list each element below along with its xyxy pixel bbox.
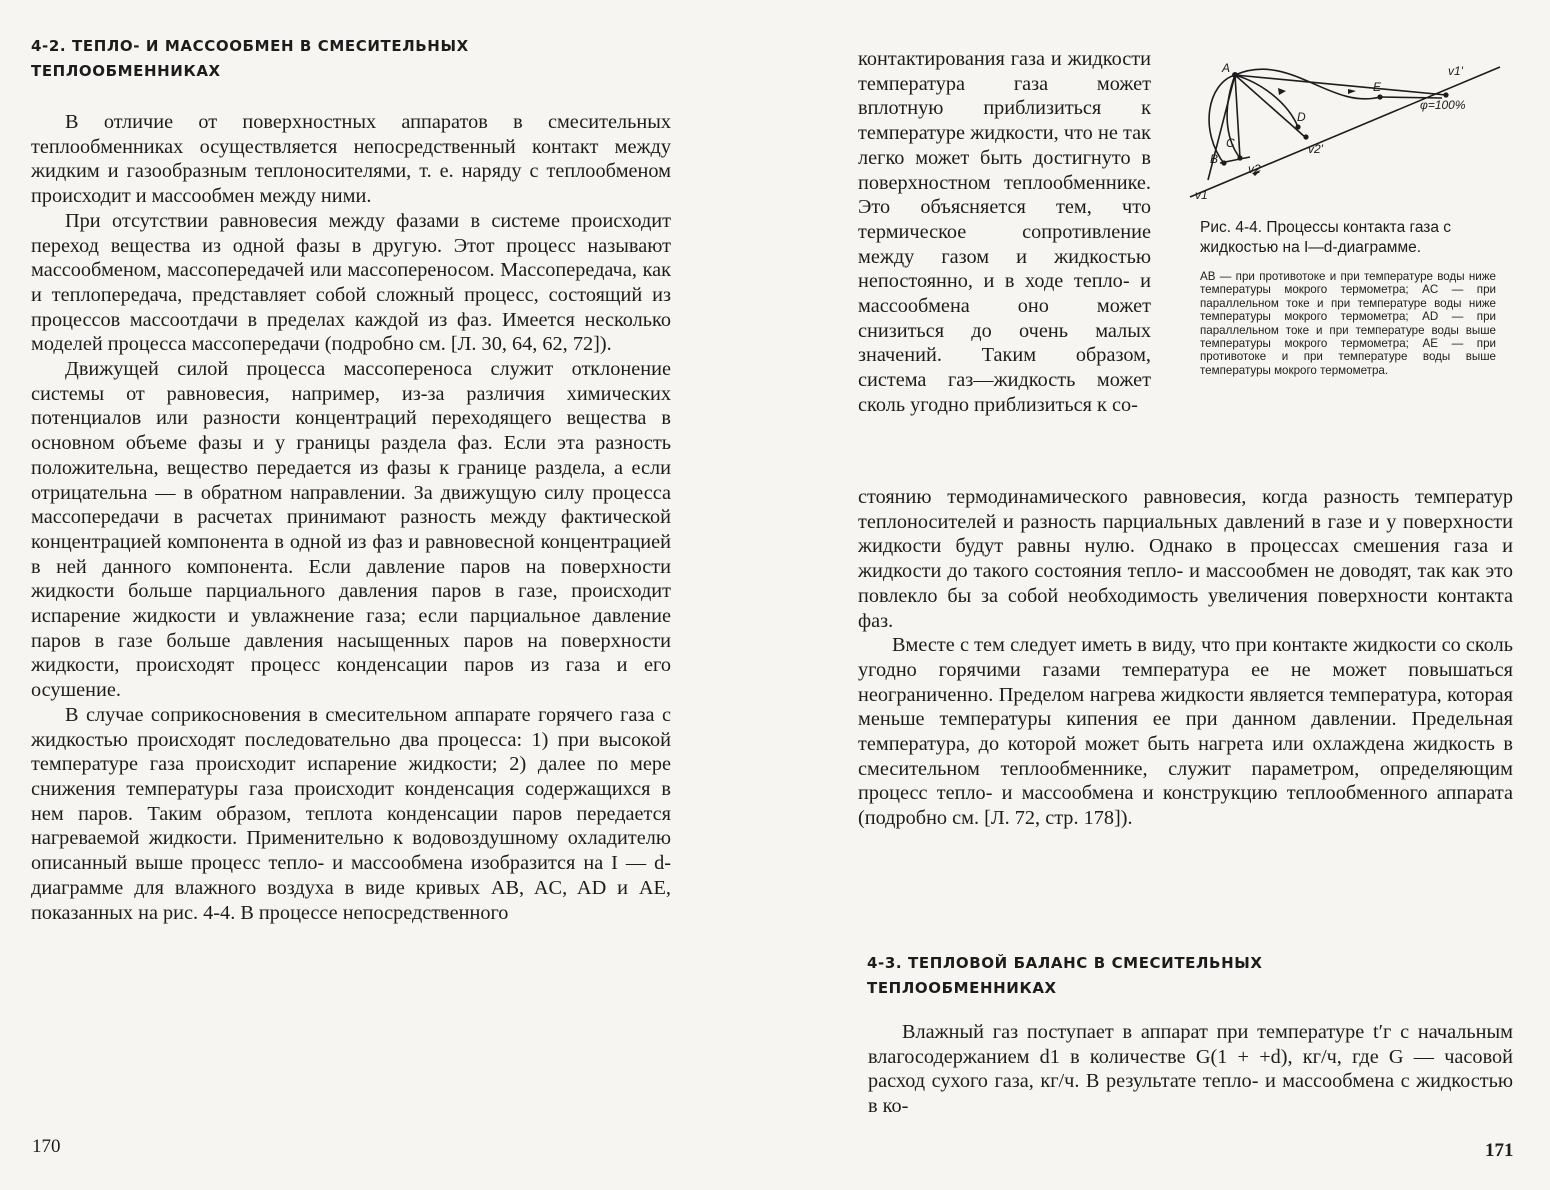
heading-line: ТЕПЛООБМЕННИКАХ (31, 62, 221, 80)
label-phi: φ=100% (1420, 98, 1466, 112)
label-D: D (1297, 110, 1306, 124)
heading-line: ТЕПЛООБМЕННИКАХ (867, 979, 1057, 997)
heading-line: 4-3. ТЕПЛОВОЙ БАЛАНС В СМЕСИТЕЛЬНЫХ (867, 954, 1263, 972)
paragraph: В отличие от поверхностных аппаратов в смесительных теплообменниках осуществляется непосредственный контакт между жидким и газообразным теплоносителями, т. е. наряду с теплообменом происходит и массообмен между ними. (31, 111, 671, 208)
arrow-head (1278, 88, 1286, 95)
paragraph: Движущей силой процесса массопереноса служит отклонение системы от равновесия, например, из-за различия химических потенциалов или разности концентраций переходящего вещества в основном объеме фазы и у границы раздела фаз. Если эта разность положительна, вещество передается из фазы к границе раздела, а если отрицательна — в обратном направлении. За движущую силу процесса массопередачи в расчетах принимают разность между фактической концентрацией компонента в одной из фаз и равновесной концентрацией в ней данного компонента. Если давление паров на поверхности жидкости больше парциального давления паров в газе, происходит испарение жидкости и увлажнение газа; если парциальное давление паров в газе больше давления насыщенных паров на поверхности жидкости, происходят процесс конденсации паров из газа и его осушение. (31, 358, 671, 702)
label-v1-prime: v1' (1448, 64, 1463, 78)
label-C: C (1226, 136, 1235, 150)
label-A: A (1222, 61, 1231, 75)
paragraph: контактирования газа и жидкости температура газа может вплотную приблизиться к температуре жидкости, что не так легко может быть достигнуто в поверхностном теплообменнике. Это объясняется тем, что термическое сопротивление между газом и жидкостью непостоянно, и в ходе тепло- и массообмена оно может снизиться до очень малых значений. Таким образом, система газ—жидкость может сколь угодно приблизиться к со- (858, 48, 1151, 416)
point-v1-prime (1443, 92, 1448, 97)
paragraph: стоянию термодинамического равновесия, когда разность температур теплоносителей и разность парциальных давлений в газе и у поверхности жидкости будут равны нулю. Однако в процессах смешения газа и жидкости до такого состояния тепло- и массообмен не доводят, так как это повлекло бы за собой необходимость увеличения поверхности контакта фаз. (858, 486, 1513, 632)
caption-body: AB — при противотоке и при температуре воды ниже температуры мокрого термометра; AC — при параллельном токе и при температуре воды ниже температуры мокрого термометра; AD — при параллельном токе и при температуре воды выше температуры мокрого термометра; AE — при противотоке и при температуре воды выше температуры мокрого термометра. (1200, 270, 1496, 377)
label-E: E (1373, 80, 1382, 94)
point-D (1295, 124, 1300, 129)
label-v2: v2 (1248, 162, 1261, 176)
caption-title: Рис. 4-4. Процессы контакта газа с жидкостью на I—d-диаграмме. (1200, 219, 1452, 256)
saturation-line-phi-100 (1190, 67, 1500, 197)
point-v2-prime (1303, 134, 1308, 139)
paragraph: В случае соприкосновения в смесительном аппарате горячего газа с жидкостью происходят последовательно два процесса: 1) при высокой температуре газа происходит испарение жидкости; 2) далее по мере снижения температуры газа происходит конденсация содержащихся в нем паров. Таким образом, теплота конденсации паров передается нагреваемой жидкости. Применительно к водовоздушному охладителю описанный выше процесс тепло- и массообмена изобразится на I — d-диаграмме для влажного воздуха в виде кривых AB, AC, AD и AE, показанных на рис. 4-4. В процессе непосредственного (31, 703, 671, 924)
page-number: 170 (32, 1136, 61, 1157)
figure-caption (1200, 218, 1496, 377)
label-v1: v1 (1195, 188, 1208, 202)
paragraph: Вместе с тем следует иметь в виду, что при контакте жидкости со сколь угодно горячими газами температура ее не может повышаться неограниченно. Пределом нагрева жидкости является температура, которая меньше температуры кипения ее при данном давлении. Предельная температура, до которой может быть нагрета или охлаждена жидкость в смесительном теплообменнике, служит параметром, определяющим процесс тепло- и массообмена и конструкцию теплообменного аппарата (подробно см. [Л. 72, стр. 178]). (858, 634, 1513, 830)
paragraph: Влажный газ поступает в аппарат при температуре t′г с начальным влагосодержанием d1 в количестве G(1 + +d), кг/ч, где G — часовой расход сухого газа, кг/ч. В результате тепло- и массообмена с жидкостью в ко- (868, 1021, 1513, 1118)
line-A-v2 (1235, 75, 1240, 158)
paragraph: При отсутствии равновесия между фазами в системе происходит переход вещества из одной фазы в другую. Этот процесс называют массообменом, массопередачей или массопереносом. Массопередача, как и теплопередача, представляет собой сложный процесс, состоящий из процессов массоотдачи в пределах каждой из фаз. Имеется несколько моделей процесса массопередачи (подробно см. [Л. 30, 64, 62, 72]). (31, 209, 671, 356)
label-v2-prime: v2' (1308, 142, 1323, 156)
arrow-head (1348, 89, 1356, 94)
section-heading-4-3 (867, 951, 1263, 1001)
page-number: 171 (1485, 1140, 1514, 1161)
label-B: B (1210, 152, 1219, 166)
right-page (775, 0, 1550, 1190)
point-B (1221, 160, 1226, 165)
i-d-diagram (1180, 55, 1510, 205)
line-A-v1-prime (1235, 75, 1446, 95)
narrow-text-column (858, 47, 1151, 418)
point-E (1377, 94, 1382, 99)
heading-line: 4-2. ТЕПЛО- И МАССООБМЕН В СМЕСИТЕЛЬНЫХ (31, 37, 469, 55)
line-A-v2-prime (1235, 75, 1305, 137)
left-text-column (31, 110, 671, 925)
section-heading-4-2 (31, 34, 469, 84)
point-A (1232, 72, 1238, 78)
wide-text-column (858, 485, 1513, 831)
point-C (1237, 155, 1242, 160)
bottom-text-column (868, 1020, 1513, 1119)
